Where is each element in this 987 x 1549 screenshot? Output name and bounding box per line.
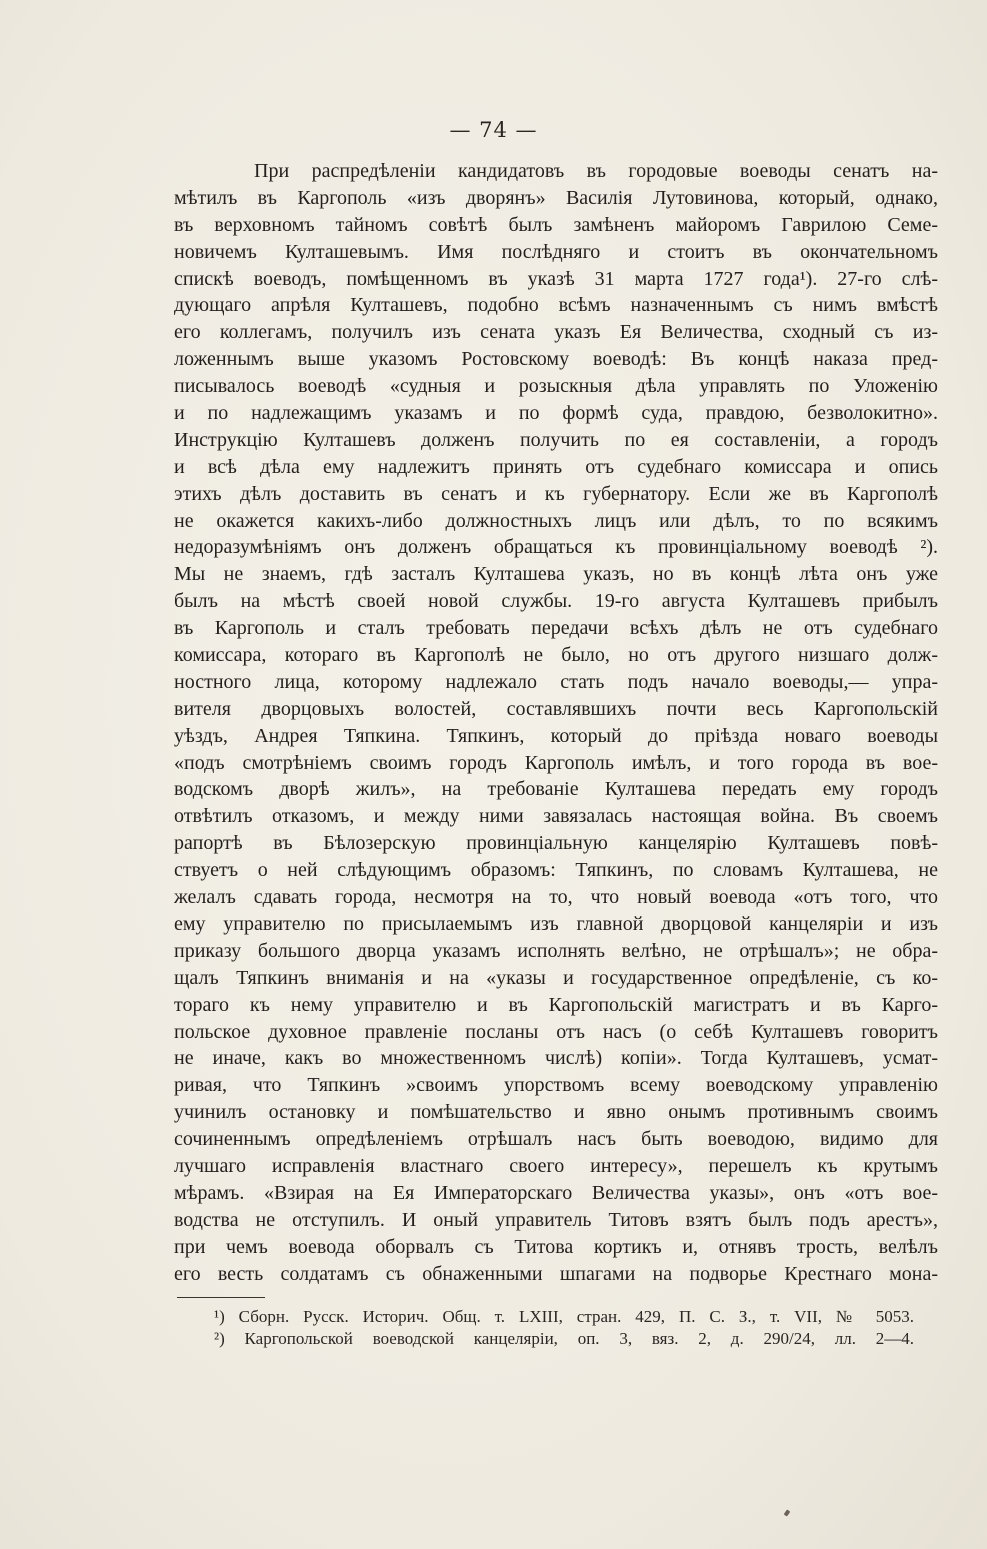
text-line: сочиненнымъ опредѣленіемъ отрѣшалъ насъ быть воеводою, видимо для [174, 1128, 938, 1151]
text-line: недоразумѣніямъ онъ долженъ обращаться къ провинціальному воеводѣ ²). [174, 536, 938, 559]
text-line: былъ на мѣстѣ своей новой службы. 19-го августа Култашевъ прибылъ [174, 590, 938, 613]
text-line: спискѣ воеводъ, помѣщенномъ въ указѣ 31 марта 1727 года¹). 27-го слѣ- [174, 267, 938, 290]
text-line: желалъ сдавать города, несмотря на то, что новый воевода «отъ того, что [174, 886, 938, 909]
paper-speck [784, 1509, 791, 1516]
text-line: въ Каргополь и сталъ требовать передачи всѣхъ дѣлъ не отъ судебнаго [174, 617, 938, 640]
text-line: не иначе, какъ во множественномъ числѣ) копіи». Тогда Култашевъ, усмат- [174, 1047, 938, 1070]
text-line: дующаго апрѣля Култашевъ, подобно всѣмъ назначеннымъ съ нимъ вмѣстѣ [174, 294, 938, 317]
footnote-1: ¹) Сборн. Русск. Историч. Общ. т. LXIII, стран. 429, П. С. З., т. VII, № 5053. [214, 1307, 914, 1326]
text-line: и всѣ дѣла ему надлежитъ принять отъ судебнаго комиссара и опись [174, 455, 938, 478]
text-line: комиссара, котораго въ Каргополѣ не было, но отъ другого низшаго долж- [174, 644, 938, 667]
text-line: мѣрамъ. «Взирая на Ея Императорскаго Величества указы», онъ «отъ вое- [174, 1181, 938, 1204]
text-line: рапортѣ въ Бѣлозерскую провинціальную канцелярію Култашевъ повѣ- [174, 832, 938, 855]
text-line: его весть солдатамъ съ обнаженными шпагами на подворье Крестнаго мона- [174, 1262, 938, 1285]
footnote-rule [177, 1297, 265, 1298]
text-line: «подъ смотрѣніемъ своимъ городъ Каргополь имѣлъ, и того города въ вое- [174, 751, 938, 774]
text-line: Инструкцію Култашевъ долженъ получить по ея составленіи, а городъ [174, 428, 938, 451]
text-line: При распредѣленіи кандидатовъ въ городовые воеводы сенатъ на- [254, 160, 938, 182]
text-line: щалъ Тяпкинъ вниманія и на «указы и государственное опредѣленіе, съ ко- [174, 966, 938, 989]
text-line: въ верховномъ тайномъ совѣтѣ былъ замѣненъ майоромъ Гаврилою Семе- [174, 213, 938, 236]
text-line: отвѣтилъ отказомъ, и между ними завязалась настоящая война. Въ своемъ [174, 805, 938, 828]
footnote-2: ²) Каргопольской воеводской канцеляріи, оп. 3, вяз. 2, д. 290/24, лл. 2—4. [214, 1329, 914, 1348]
text-line: Мы не знаемъ, гдѣ засталъ Култашева указъ, но въ концѣ лѣта онъ уже [174, 563, 938, 586]
text-line: ствуетъ о ней слѣдующимъ образомъ: Тяпкинъ, по словамъ Култашева, не [174, 859, 938, 882]
text-line: его коллегамъ, получилъ изъ сената указъ Ея Величества, сходный съ из- [174, 321, 938, 344]
text-line: уѣздъ, Андрея Тяпкина. Тяпкинъ, который до пріѣзда новаго воеводы [174, 724, 938, 747]
text-line: этихъ дѣлъ доставить въ сенатъ и къ губернатору. Если же въ Каргополѣ [174, 482, 938, 505]
footnotes [214, 1306, 914, 1350]
text-line: вителя дворцовыхъ волостей, составлявшихъ почти весь Каргопольскій [174, 697, 938, 720]
page-number: — 74 — [449, 118, 538, 142]
body-text [174, 158, 938, 1287]
text-line: ностного лица, которому надлежало стать подъ начало воеводы,— упра- [174, 670, 938, 693]
text-line: водства не отступилъ. И оный управитель Титовъ взятъ былъ подъ арестъ», [174, 1208, 938, 1231]
text-line: водскомъ дворѣ жилъ», на требованіе Култашева передать ему городъ [174, 778, 938, 801]
text-line: писывалось воеводѣ «судныя и розыскныя дѣла управлять по Уложенію [174, 375, 938, 398]
text-line: ривая, что Тяпкинъ »своимъ упорствомъ всему воеводскому управленію [174, 1074, 938, 1097]
text-line: не окажется какихъ-либо должностныхъ лицъ или дѣлъ, то по всякимъ [174, 509, 938, 532]
text-line: и по надлежащимъ указамъ и по формѣ суда, правдою, безволокитно». [174, 402, 938, 425]
text-line: польское духовное правленіе посланы отъ насъ (о себѣ Култашевъ говоритъ [174, 1020, 938, 1043]
text-line: новичемъ Култашевымъ. Имя послѣдняго и стоитъ въ окончательномъ [174, 240, 938, 263]
text-line: при чемъ воевода оборвалъ съ Титова кортикъ и, отнявъ трость, велѣлъ [174, 1235, 938, 1258]
text-line: тораго къ нему управителю и въ Каргопольскій магистратъ и въ Карго- [174, 993, 938, 1016]
text-line: мѣтилъ въ Каргополь «изъ дворянъ» Василія Лутовинова, который, однако, [174, 186, 938, 209]
text-line: учинилъ остановку и помѣшательство и явно онымъ противнымъ своимъ [174, 1101, 938, 1124]
text-line: лучшаго исправленія властнаго своего интересу», перешелъ къ крутымъ [174, 1154, 938, 1177]
text-line: ложеннымъ выше указомъ Ростовскому воеводѣ: Въ концѣ наказа пред- [174, 348, 938, 371]
text-line: ему управителю по присылаемымъ изъ главной дворцовой канцеляріи и изъ [174, 912, 938, 935]
text-line: приказу большого дворца указамъ исполнять велѣно, не отрѣшалъ»; не обра- [174, 939, 938, 962]
